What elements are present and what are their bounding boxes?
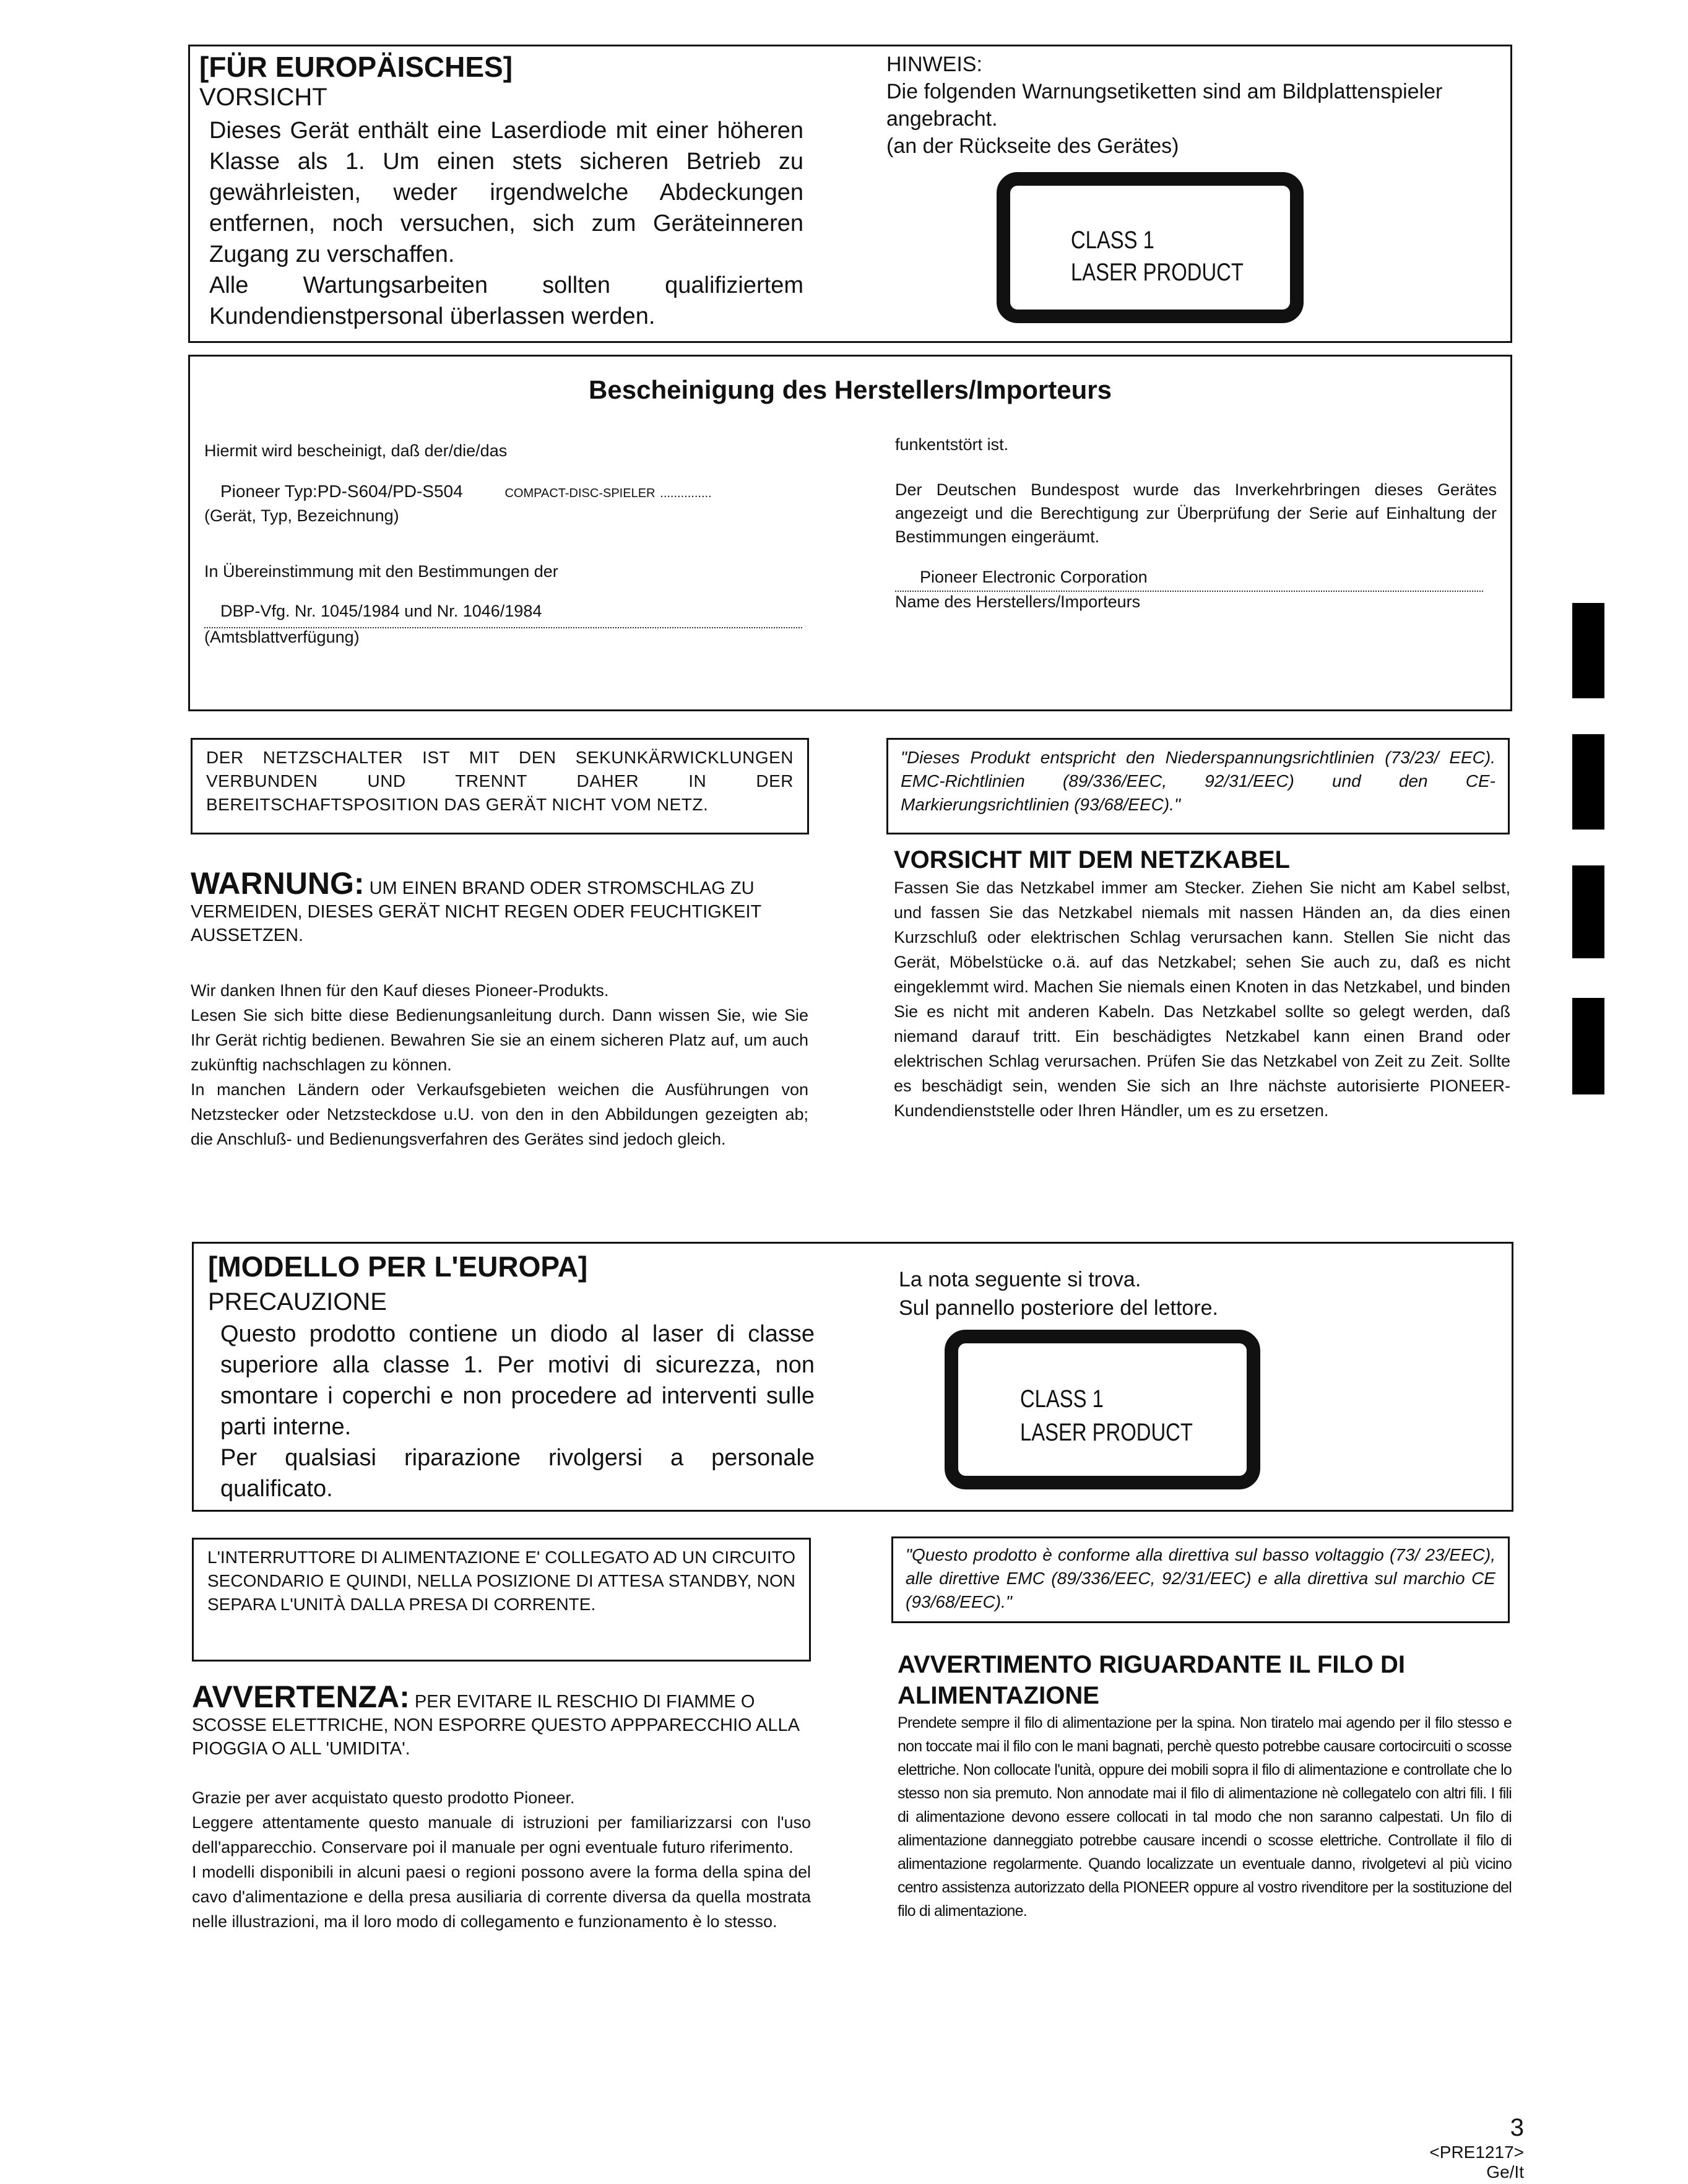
side-language-tab-3 bbox=[1572, 865, 1604, 958]
de-certificate-line1: Hiermit wird bescheinigt, daß der/die/das bbox=[204, 441, 508, 460]
it-ce-note: "Questo prodotto è conforme alla direttiva sul basso voltaggio (73/ 23/EEC), alle direttive EMC (89/336/EEC, 92/31/EEC) e alla direttiva sul marchio CE (93/68/EEC)." bbox=[906, 1545, 1495, 1611]
de-cable bbox=[894, 844, 1510, 1123]
it-notice-subheading: PRECAUZIONE bbox=[208, 1288, 387, 1315]
de-certificate-manufacturer: Pioneer Electronic Corporation bbox=[920, 568, 1148, 586]
de-class1-laser-label bbox=[997, 172, 1304, 323]
it-intro-2: Leggere attentamente questo manuale di istruzioni per familiarizzarsi con l'uso dell'apparecchio. Conservare poi il manuale per ogni eventuale futuro riferimento. bbox=[192, 1813, 811, 1857]
de-certificate-right2: Der Deutschen Bundespost wurde das Inverkehrbringen dieses Gerätes angezeigt und die Berechtigung zur Überprüfung der Serie auf Einhaltung der Bestimmungen eingeräumt. bbox=[895, 480, 1497, 546]
it-ce-note-box bbox=[891, 1536, 1510, 1623]
side-language-tab-1 bbox=[1572, 603, 1604, 698]
it-label-line1: CLASS 1 bbox=[1020, 1385, 1104, 1413]
de-intro bbox=[191, 978, 808, 1151]
it-note-line2: Sul pannello posteriore del lettore. bbox=[899, 1296, 1218, 1320]
de-notice-heading: [FÜR EUROPÄISCHES] bbox=[199, 51, 513, 83]
de-notice-subheading: VORSICHT bbox=[199, 84, 327, 111]
it-intro-1: Grazie per aver acquistato questo prodotto Pioneer. bbox=[192, 1788, 575, 1807]
de-certificate-regulation-caption: (Amtsblattverfügung) bbox=[204, 628, 360, 646]
de-hinweis-text: Die folgenden Warnungsetiketten sind am Bildplattenspieler angebracht. bbox=[886, 80, 1443, 131]
it-cable-title: AVVERTIMENTO RIGUARDANTE IL FILO DI ALIMENTAZIONE bbox=[898, 1651, 1406, 1709]
de-hinweis-location: (an der Rückseite des Gerätes) bbox=[886, 134, 1179, 158]
de-notice-left bbox=[199, 51, 806, 332]
de-ce-note-box bbox=[886, 738, 1510, 834]
it-notice-text2: Per qualsiasi riparazione rivolgersi a personale qualificato. bbox=[220, 1445, 815, 1502]
de-ce-note: "Dieses Produkt entspricht den Niederspannungsrichtlinien (73/23/ EEC). EMC-Richtlinien (89/336/EEC, 92/31/EEC) und den CE-Markierungsrichtlinien (93/68/EEC)." bbox=[901, 748, 1495, 814]
de-warning bbox=[191, 868, 810, 947]
side-language-tab-2 bbox=[1572, 734, 1604, 830]
de-certificate-left: Hiermit wird bescheinigt, daß der/die/das Pioneer Typ:PD-S604/PD-S504 COMPACT-DISC-SPIELER ............... (Gerät, Typ, Bezeichnung) In Übereinstimmung mit den Bestimmungen der DBP-Vfg. Nr. 1045/1984 und Nr. 1046/1984 (Amtsblattverfügung) bbox=[204, 440, 823, 648]
de-warning-word: WARNUNG: bbox=[191, 866, 365, 901]
de-certificate-model-caption: (Gerät, Typ, Bezeichnung) bbox=[204, 506, 399, 525]
de-hinweis-title: HINWEIS: bbox=[886, 53, 982, 76]
page-number: 3 bbox=[1510, 2114, 1524, 2141]
it-intro-3: I modelli disponibili in alcuni paesi o regioni possono avere la forma della spina del cavo d'alimentazione e della presa ausiliaria di corrente diversa da quella mostrata nelle illustrazioni, ma il loro modo di collegamento e funzionamento è lo stesso. bbox=[192, 1863, 811, 1931]
de-certificate-line2: In Übereinstimmung mit den Bestimmungen der bbox=[204, 562, 558, 581]
it-cable bbox=[898, 1649, 1512, 1923]
de-intro-2: Lesen Sie sich bitte diese Bedienungsanleitung durch. Dann wissen Sie, wie Sie Ihr Gerät richtig bedienen. Bewahren Sie sie an einem sicheren Platz auf, um auch zukünftig nachschlagen zu können. bbox=[191, 1006, 808, 1074]
it-notice-text: Questo prodotto contiene un diodo al laser di classe superiore alla classe 1. Per motivi di sicurezza, non smontare i coperchi e non procedere ad interventi sulle parti interne. bbox=[220, 1321, 815, 1440]
de-label-line2: LASER PRODUCT bbox=[1071, 259, 1244, 286]
de-warning-text: UM EINEN BRAND ODER STROMSCHLAG ZU VERMEIDEN, DIESES GERÄT NICHT REGEN ODER FEUCHTIGKEIT AUSSETZEN. bbox=[191, 878, 761, 945]
de-switch-note-box bbox=[191, 738, 809, 834]
de-intro-3: In manchen Ländern oder Verkaufsgebieten weichen die Ausführungen von Netzstecker oder Netzsteckdose u.U. von den in den Abbildungen gezeigten ab; die Anschluß- und Bedienungsverfahren des Gerätes sind jedoch gleich. bbox=[191, 1080, 808, 1148]
it-notice-heading: [MODELLO PER L'EUROPA] bbox=[208, 1250, 588, 1283]
it-switch-note: L'INTERRUTTORE DI ALIMENTAZIONE E' COLLEGATO AD UN CIRCUITO SECONDARIO E QUINDI, NELLA POSIZIONE DI ATTESA STANDBY, NON SEPARA L'UNITÀ DALLA PRESA DI CORRENTE. bbox=[207, 1548, 795, 1614]
de-switch-note: DER NETZSCHALTER IST MIT DEN SEKUNKÄRWICKLUNGEN VERBUNDEN UND TRENNT DAHER IN DER BEREITSCHAFTSPOSITION DAS GERÄT NICHT VOM NETZ. bbox=[206, 748, 794, 814]
de-intro-1: Wir danken Ihnen für den Kauf dieses Pioneer-Produkts. bbox=[191, 981, 609, 1000]
de-cable-title: VORSICHT MIT DEM NETZKABEL bbox=[894, 846, 1290, 873]
de-certificate-product: COMPACT-DISC-SPIELER bbox=[504, 487, 656, 500]
de-notice-text: Dieses Gerät enthält eine Laserdiode mit einer höheren Klasse als 1. Um einen stets sicheren Betrieb zu gewährleisten, weder irgendwelche Abdeckungen entfernen, noch versuchen, sich zum Geräteinneren Zugang zu verschaffen. bbox=[209, 118, 803, 267]
de-certificate-title: Bescheinigung des Herstellers/Importeurs bbox=[589, 375, 1112, 404]
document-code: <PRE1217> bbox=[1429, 2143, 1524, 2162]
it-notice-left bbox=[208, 1250, 815, 1504]
it-note-line1: La nota seguente si trova. bbox=[899, 1268, 1141, 1291]
de-hinweis bbox=[886, 51, 1499, 160]
de-cable-text: Fassen Sie das Netzkabel immer am Stecker. Ziehen Sie nicht am Kabel selbst, und fassen Sie das Netzkabel niemals mit nassen Händen an, da dies einen Kurzschluß oder elektrischen Schlag verursachen kann. Stellen Sie nicht das Gerät, Möbelstücke o.ä. auf das Netzkabel; sehen Sie auch zu, daß es nicht eingeklemmt wird. Machen Sie niemals einen Knoten in das Netzkabel, und binden Sie es nicht mit anderen Kabeln. Das Netzkabel sollte so gelegt werden, daß niemand darauf tritt. Ein beschädigtes Netzkabel kann einen Brand oder elektrischen Schlag verursachen. Prüfen Sie das Netzkabel von Zeit zu Zeit. Sollte es beschädigt sein, wenden Sie sich an Ihre nächste autorisierte PIONEER-Kundendienststelle oder Ihren Händler, um es zu ersetzen. bbox=[894, 878, 1510, 1120]
it-warning-text: PER EVITARE IL RESCHIO DI FIAMME O SCOSSE ELETTRICHE, NON ESPORRE QUESTO APPPARECCHIO ALLA PIOGGIA O ALL 'UMIDITA'. bbox=[192, 1692, 799, 1759]
de-notice-text2: Alle Wartungsarbeiten sollten qualifiziertem Kundendienstpersonal überlassen werden. bbox=[209, 272, 803, 329]
footer bbox=[1349, 2113, 1524, 2182]
de-certificate-manufacturer-caption: Name des Herstellers/Importeurs bbox=[895, 592, 1141, 611]
it-note bbox=[899, 1265, 1505, 1322]
de-certificate-right1: funkentstört ist. bbox=[895, 435, 1009, 454]
side-language-tab-4 bbox=[1572, 998, 1604, 1094]
de-label-line1: CLASS 1 bbox=[1071, 227, 1154, 254]
it-warning-word: AVVERTENZA: bbox=[192, 1679, 410, 1714]
de-certificate-model: Pioneer Typ:PD-S604/PD-S504 bbox=[220, 482, 463, 501]
de-certificate-right bbox=[895, 433, 1497, 613]
de-certificate-regulation: DBP-Vfg. Nr. 1045/1984 und Nr. 1046/1984 bbox=[220, 602, 542, 620]
it-switch-note-box bbox=[192, 1538, 811, 1662]
it-cable-text: Prendete sempre il filo di alimentazione per la spina. Non tiratelo mai agendo per il filo stesso e non toccate mai il filo con le mani bagnati, perchè questo potrebbe causare cortocircuiti o scosse elettriche. Non collocate l'unità, oppure dei mobili sopra il filo di alimentazione e controllate che lo stesso non sia premuto. Non annodate mai il filo di alimentazione nè collegatelo con altri fili. I fili di alimentazione devono essere collocati in tal modo che non saranno calpestati. Un filo di alimentazione danneggiato potrebbe causare incendi o scosse elettriche. Controllate il filo di alimentazione regolarmente. Quando localizzate un eventuale danno, rivolgetevi al più vicino centro assistenza autorizzato della PIONEER oppure al vostro rivenditore per la sostituzione del filo di alimentazione. bbox=[898, 1714, 1512, 1920]
it-class1-laser-label bbox=[945, 1330, 1260, 1489]
language-code: Ge/It bbox=[1486, 2162, 1524, 2182]
it-intro bbox=[192, 1785, 811, 1934]
it-label-line2: LASER PRODUCT bbox=[1020, 1419, 1193, 1446]
it-warning bbox=[192, 1681, 811, 1761]
